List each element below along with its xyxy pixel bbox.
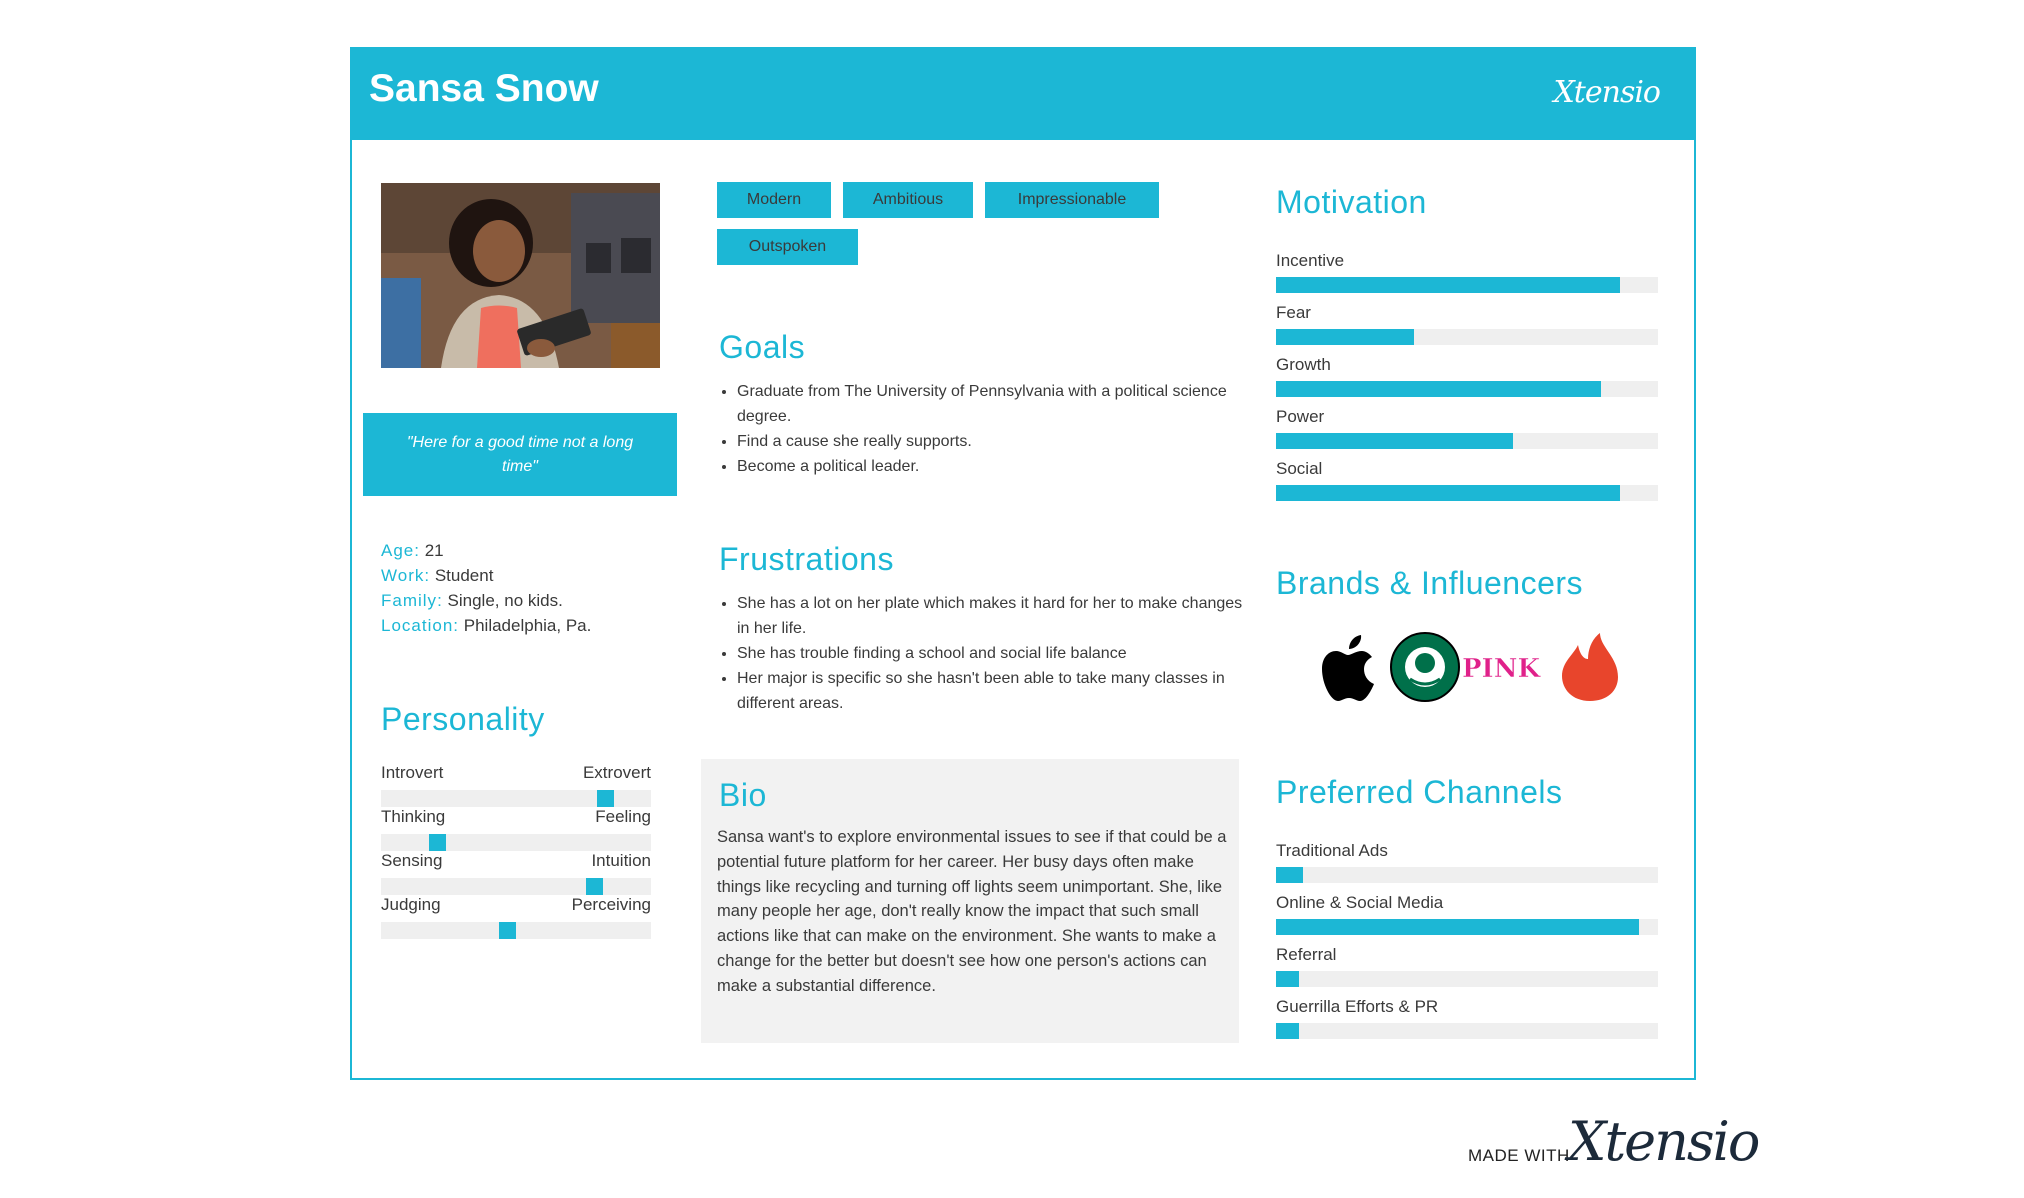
slider-right-label: Extrovert [582,763,651,782]
slider-track [381,878,651,895]
goals-list [717,379,1257,479]
bar-track [1276,1023,1658,1039]
tag-outspoken: Outspoken [717,229,858,265]
slider-right-label: Perceiving [571,895,651,914]
goals-title: Goals [719,329,806,365]
slider-knob [597,790,614,807]
slider-knob [586,878,603,895]
demographic-age: Age: 21 [381,541,444,560]
bar-track [1276,919,1658,935]
channel-bar [1276,841,1658,863]
made-with-label: MADE WITH [1468,1146,1570,1165]
apple-logo [1322,635,1374,701]
bar-fill [1276,277,1620,293]
bar-label: Growth [1276,355,1331,374]
bar-label: Incentive [1276,251,1345,270]
personality-title: Personality [381,701,545,737]
bar-track [1276,277,1658,293]
persona-header [352,49,1694,140]
pink-logo [1462,654,1541,684]
tinder-logo [1562,633,1618,701]
slider-left-label: Sensing [381,851,443,870]
slider-knob [499,922,516,939]
persona-card [350,47,1696,1080]
motivation-bar [1276,303,1658,325]
xtensio-logo: Xtensio [1553,75,1660,110]
slider-track [381,790,651,807]
channels-title: Preferred Channels [1276,774,1563,810]
slider-right-label: Feeling [595,807,651,826]
persona-quote: "Here for a good time not a long time" [363,413,677,496]
slider-knob [429,834,446,851]
bar-fill [1276,1023,1299,1039]
channel-bar [1276,893,1658,915]
bio-title: Bio [719,777,767,813]
goal-item: • Become a political leader. [737,454,1257,479]
frustrations-title: Frustrations [719,541,894,577]
bar-fill [1276,485,1620,501]
footer-xtensio-logo[interactable]: Xtensio [1568,1110,1759,1173]
brands-title: Brands & Influencers [1276,565,1584,601]
slider-track [381,922,651,939]
frustration-item: • Her major is specific so she hasn't been able to take many classes in different areas. [737,666,1257,716]
bar-label: Power [1276,407,1325,426]
bio-panel [701,759,1239,1043]
motivation-bar [1276,251,1658,273]
bar-label: Fear [1276,303,1311,322]
bar-fill [1276,867,1303,883]
bar-track [1276,329,1658,345]
slider-left-label: Thinking [381,807,446,826]
demographic-location: Location: Philadelphia, Pa. [381,616,592,635]
channel-bar [1276,997,1658,1019]
personality-slider [381,763,651,785]
bar-track [1276,381,1658,397]
bar-label: Guerrilla Efforts & PR [1276,997,1439,1016]
personality-slider [381,895,651,917]
motivation-bar [1276,407,1658,429]
brand-logos [1322,629,1632,709]
bar-track [1276,485,1658,501]
bar-fill [1276,971,1299,987]
bar-label: Online & Social Media [1276,893,1444,912]
starbucks-logo [1391,633,1459,701]
frustration-item: • She has trouble finding a school and social life balance [737,641,1257,666]
bar-fill [1276,433,1513,449]
demographic-family: Family: Single, no kids. [381,591,563,610]
bar-label: Traditional Ads [1276,841,1388,860]
demographic-work: Work: Student [381,566,494,585]
bar-track [1276,867,1658,883]
bar-fill [1276,329,1414,345]
frustration-item: • She has a lot on her plate which makes it hard for her to make changes in her life. [737,591,1257,641]
tag-ambitious: Ambitious [843,182,973,218]
motivation-title: Motivation [1276,184,1427,220]
persona-name: Sansa Snow [369,67,599,110]
goal-item: • Find a cause she really supports. [737,429,1257,454]
tag-impressionable: Impressionable [985,182,1159,218]
slider-left-label: Introvert [381,763,444,782]
personality-slider [381,807,651,829]
channel-bar [1276,945,1658,967]
goal-item: • Graduate from The University of Pennsylvania with a political science degree. [737,379,1257,429]
slider-right-label: Intuition [591,851,651,870]
personality-slider [381,851,651,873]
bar-fill [1276,381,1601,397]
demographics [381,538,591,638]
bar-track [1276,433,1658,449]
slider-track [381,834,651,851]
bar-fill [1276,919,1639,935]
frustrations-list [717,591,1257,716]
motivation-bar [1276,355,1658,377]
tag-modern: Modern [717,182,831,218]
bar-label: Social [1276,459,1323,478]
slider-left-label: Judging [381,895,441,914]
bio-text: Sansa want's to explore environmental issues to see if that could be a potential future platform for her career. Her busy days often make things like recycling and turning off lights seem unimportant. She, like many people her age, don't really know the impact that such small actions like that can make on the environment. She wants to make a change for the better but doesn't see how one person's actions can make a substantial difference. [717,828,1227,995]
bar-track [1276,971,1658,987]
motivation-bar [1276,459,1658,481]
bar-label: Referral [1276,945,1337,964]
pink-logo-text: PINK [1462,654,1541,684]
persona-photo [381,183,660,368]
